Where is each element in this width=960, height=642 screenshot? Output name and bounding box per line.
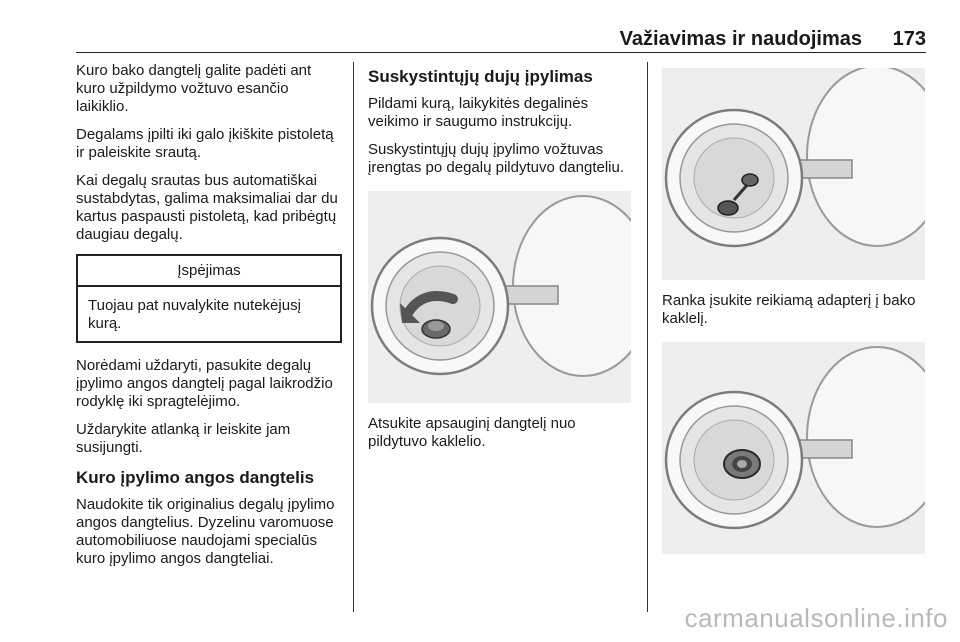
paragraph: Degalams įpilti iki galo įkiškite pistoletą ir paleiskite srautą. xyxy=(76,126,334,161)
paragraph: Uždarykite atlanką ir leiskite jam susijungti. xyxy=(76,421,291,456)
paragraph: Kuro bako dangtelį galite padėti ant kuro užpildymo vožtuvo esančio laikiklio. xyxy=(76,62,312,115)
column-divider xyxy=(647,62,648,612)
section-heading: Suskystintųjų dujų įpylimas xyxy=(368,67,593,86)
illustration-unscrew-cap xyxy=(368,191,631,403)
section-title: Važiavimas ir naudojimas xyxy=(619,28,862,50)
page-number: 173 xyxy=(892,28,926,50)
column-3 xyxy=(662,62,927,566)
illustration-gas-valve xyxy=(662,68,925,280)
warning-title: Įspėjimas xyxy=(78,256,340,287)
paragraph: Norėdami uždaryti, pasukite degalų įpylimo angos dangtelį pagal laikrodžio rodyklę iki spragtelėjimo. xyxy=(76,357,333,410)
column-1 xyxy=(76,62,341,578)
column-divider xyxy=(353,62,354,612)
page-header xyxy=(76,20,926,53)
column-2 xyxy=(368,62,633,461)
warning-box xyxy=(76,254,342,343)
warning-text: Tuojau pat nuvalykite nutekėjusį kurą. xyxy=(88,297,301,332)
watermark: carmanualsonline.info xyxy=(684,603,948,633)
paragraph: Pildami kurą, laikykitės degalinės veikimo ir saugumo instrukcijų. xyxy=(368,95,589,130)
figure-caption: Ranka įsukite reikiamą adapterį į bako kaklelį. xyxy=(662,292,916,327)
paragraph: Naudokite tik originalius degalų įpylimo angos dangtelius. Dyzelinu varomuose automobiliuose naudojami specialūs kuro įpylimo angos dangteliai. xyxy=(76,496,335,567)
illustration-adapter xyxy=(662,342,925,554)
paragraph: Suskystintųjų dujų įpylimo vožtuvas įrengtas po degalų pildytuvo dangteliu. xyxy=(368,141,625,176)
section-heading: Kuro įpylimo angos dangtelis xyxy=(76,468,315,487)
figure-caption: Atsukite apsauginį dangtelį nuo pildytuvo kaklelio. xyxy=(368,415,576,450)
paragraph: Kai degalų srautas bus automatiškai sustabdytas, galima maksimaliai dar du kartus paspausti pistoletą, kad pribėgtų daugiau degalų. xyxy=(76,172,338,243)
